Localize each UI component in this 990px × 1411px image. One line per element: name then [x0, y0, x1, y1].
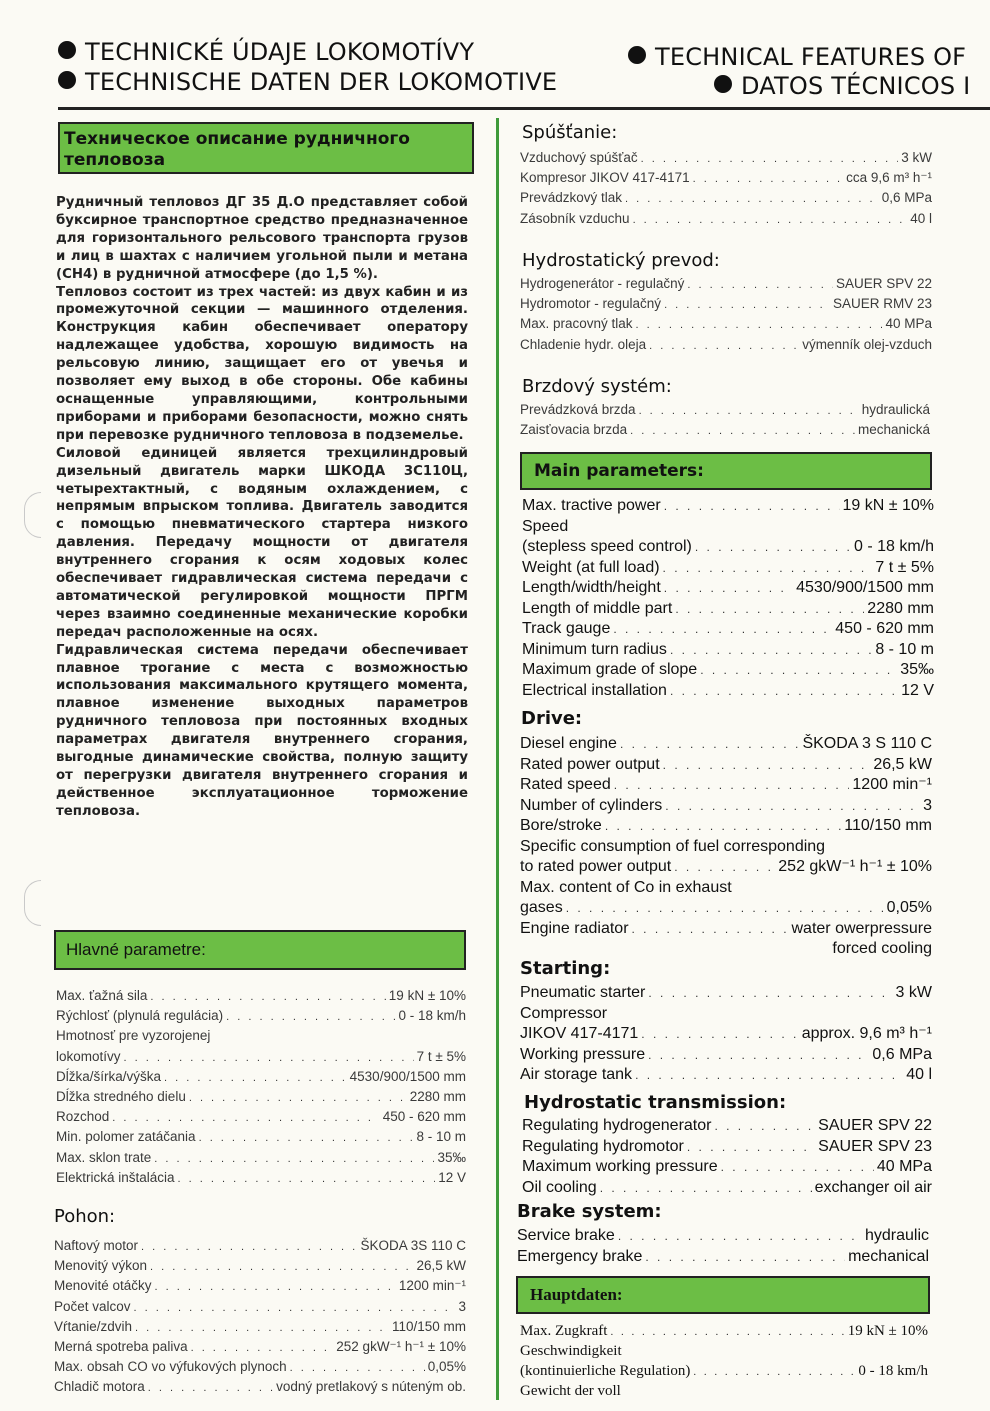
spec-row	[520, 188, 932, 208]
slovak-start-heading: Spúšťanie:	[522, 122, 618, 143]
leader-dots	[134, 1298, 456, 1318]
spec-value: 450 - 620 mm	[382, 1109, 466, 1125]
spec-value: 12 V	[438, 1169, 466, 1185]
spec-row	[56, 1168, 466, 1188]
spec-label: Weight (at full load)	[522, 558, 660, 576]
spec-row	[522, 640, 934, 661]
spec-row	[522, 1116, 932, 1137]
spec-row	[517, 1226, 929, 1247]
spec-label: Engine radiator	[520, 919, 629, 937]
slovak-start-list	[520, 148, 932, 229]
spec-row	[56, 986, 466, 1006]
spec-row	[520, 209, 932, 229]
leader-dots	[150, 987, 385, 1007]
leader-dots	[693, 1362, 855, 1382]
spec-value: hydraulic	[864, 1227, 929, 1244]
bullet-icon	[58, 71, 76, 89]
spec-row	[56, 1087, 466, 1107]
leader-dots	[633, 210, 908, 230]
spec-value: 450 - 620 mm	[835, 620, 934, 637]
spec-label: Menovitý výkon	[54, 1258, 148, 1274]
spec-row	[54, 1357, 466, 1377]
spec-row	[520, 294, 932, 314]
leader-dots	[613, 619, 832, 640]
spec-label: Pneumatic starter	[520, 984, 646, 1001]
spec-value: 7 t ± 5%	[875, 558, 934, 576]
spec-label: Minimum turn radius	[522, 640, 667, 658]
leader-dots	[687, 275, 833, 295]
spec-row	[56, 1107, 466, 1127]
spec-value: 0,05%	[427, 1359, 466, 1375]
spec-label: Diesel engine	[520, 735, 617, 752]
russian-paragraph: Гидравлическая система передачи обеспечивает плавное трогание с места с возможностью использования максимального крутящего момента, плавное изменение выходных параметров рудничного тепловоза при постоянных входных параметрах двигателя внутреннего сгорания, выгодные динамические свойства, полную защиту от перегрузки двигателя внутреннего сгорания и действенное эксплуатационное торможение тепловоза.	[56, 642, 468, 819]
spec-label: Merná spotreba paliva	[54, 1338, 188, 1354]
spec-row	[520, 816, 932, 837]
spec-value: water owerpressure	[791, 919, 932, 937]
leader-dots	[641, 149, 899, 169]
english-start-list	[520, 983, 932, 1086]
spec-value: 8 - 10 m	[416, 1129, 466, 1145]
spec-value: 3 kW	[895, 984, 932, 1001]
leader-dots	[675, 599, 864, 620]
slovak-hydro-list	[520, 274, 932, 355]
spec-label: Rýchlosť (plynulá regulácia)	[56, 1008, 224, 1024]
leader-dots	[648, 1045, 869, 1066]
spec-value: 3	[458, 1298, 466, 1314]
spec-label: Electrical installation	[522, 681, 667, 699]
spec-value: 2280 mm	[409, 1088, 466, 1104]
spec-label: Air storage tank	[520, 1066, 633, 1083]
spec-row	[54, 1276, 466, 1296]
spec-label: Elektrická inštalácia	[56, 1169, 175, 1185]
slovak-brake-heading: Brzdový systém:	[522, 376, 672, 397]
spec-label: Kompresor JIKOV 417-4171	[520, 170, 690, 186]
spec-label: lokomotívy	[56, 1048, 121, 1064]
spec-value: approx. 9,6 m³ h⁻¹	[801, 1025, 932, 1042]
leader-dots	[614, 775, 850, 796]
spec-label: Oil cooling	[522, 1178, 597, 1196]
spec-row	[522, 1178, 932, 1199]
spec-label: Maximum working pressure	[522, 1158, 718, 1175]
leader-dots	[164, 1068, 347, 1088]
leader-dots	[189, 1088, 407, 1108]
spec-value: 0,05%	[886, 899, 932, 916]
slovak-drive-heading: Pohon:	[54, 1206, 116, 1227]
spec-label: Vzduchový spúšťač	[520, 150, 638, 165]
german-main-heading: Hauptdaten:	[530, 1285, 623, 1304]
leader-dots	[700, 660, 897, 681]
spec-label: Max. sklon trate	[56, 1149, 152, 1165]
spec-label: Rated power output	[520, 755, 660, 773]
leader-dots	[714, 1116, 815, 1137]
russian-heading-box	[58, 122, 474, 174]
spec-value: 110/150 mm	[844, 817, 932, 834]
slovak-main-heading: Hlavné parametre:	[66, 940, 206, 959]
slovak-main-heading-box	[54, 930, 466, 970]
spec-row	[520, 1045, 932, 1066]
spec-label: Max. Zugkraft	[520, 1323, 608, 1339]
leader-dots	[664, 578, 793, 599]
spec-label: Emergency brake	[517, 1247, 643, 1265]
bullet-icon	[58, 41, 76, 59]
spec-value: SAUER SPV 23	[818, 1137, 932, 1155]
leader-dots	[645, 1247, 845, 1268]
spec-row	[522, 558, 934, 579]
slovak-hydro-heading: Hydrostatický prevod:	[522, 250, 720, 271]
spec-label: Hydromotor - regulačný	[520, 296, 662, 312]
spec-row	[520, 400, 930, 420]
spec-label: Regulating hydrogenerator	[522, 1117, 712, 1134]
spec-row	[520, 1361, 928, 1381]
spec-row	[54, 1256, 466, 1276]
spec-row	[520, 1065, 932, 1086]
spec-value: 0 - 18 km/h	[858, 1363, 928, 1379]
spec-value: 19 kN ± 10%	[842, 497, 934, 514]
spec-label: Speed	[522, 517, 569, 535]
leader-dots	[670, 640, 872, 661]
leader-dots	[721, 1157, 874, 1178]
header-rule	[58, 107, 990, 110]
spec-value: 40 l	[906, 1066, 932, 1083]
slovak-brake-list	[520, 400, 930, 440]
spec-value: 7 t ± 5%	[416, 1048, 466, 1064]
spec-label: JIKOV 417-4171	[520, 1025, 639, 1042]
leader-dots	[664, 496, 840, 517]
spec-row	[54, 1377, 466, 1397]
spec-row	[520, 274, 932, 294]
leader-dots	[665, 796, 920, 817]
spec-label: Prevádzková brzda	[520, 402, 636, 417]
spec-row	[520, 755, 932, 776]
leader-dots	[226, 1007, 395, 1027]
spec-label: Rated speed	[520, 776, 611, 793]
header-right-line1	[628, 43, 966, 71]
leader-dots	[178, 1169, 436, 1189]
leader-dots	[199, 1128, 414, 1148]
spec-value: 26,5 kW	[873, 755, 932, 773]
spec-label: (stepless speed control)	[522, 538, 692, 555]
slovak-drive-list	[54, 1236, 466, 1398]
leader-dots	[687, 1137, 815, 1158]
spec-label: Zaisťovacia brzda	[520, 422, 628, 438]
spec-value: 1200 min⁻¹	[852, 776, 932, 793]
english-main-list	[522, 496, 934, 701]
spec-label: Gewicht der voll	[520, 1383, 621, 1399]
english-hydro-heading: Hydrostatic transmission:	[524, 1092, 787, 1113]
binding-hole-mark	[24, 492, 41, 538]
spec-value: 0 - 18 km/h	[398, 1008, 466, 1024]
german-main-heading-box	[516, 1276, 930, 1314]
spec-label: Menovité otáčky	[54, 1278, 152, 1294]
spec-value: SAUER SPV 22	[818, 1117, 932, 1134]
leader-dots	[600, 1178, 812, 1199]
spec-value: 1200 min⁻¹	[398, 1278, 466, 1294]
leader-dots	[641, 1024, 798, 1045]
spec-value: ŠKODA 3 S 110 C	[802, 735, 932, 752]
leader-dots	[649, 336, 799, 356]
spec-row	[520, 1321, 928, 1341]
spec-row	[56, 1148, 466, 1168]
spec-label: Max. content of Co in exhaust	[520, 878, 732, 896]
spec-value: ŠKODA 3S 110 C	[360, 1238, 466, 1253]
slovak-main-list	[56, 986, 466, 1188]
spec-label: Maximum grade of slope	[522, 661, 698, 678]
spec-label: Max. tractive power	[522, 497, 661, 514]
spec-value: 26,5 kW	[416, 1258, 466, 1274]
spec-label: Min. polomer zatáčania	[56, 1129, 196, 1145]
leader-dots	[566, 898, 884, 919]
header-right-line2-text: DATOS TÉCNICOS I	[741, 72, 971, 100]
english-drive-list	[520, 734, 932, 960]
page-header	[58, 38, 990, 108]
russian-paragraph: Силовой единицей является трехцилиндровый дизельный двигатель марки ШКОДА 3С110Ц, четырехтактный, с водяным охлаждением, с непрямым впрыском топлива. Двигатель заводится с помощью пневматического стартера низкого давления. Передачу мощности от двигателя внутреннего сгорания к осям ходовых колес обеспечивает гидравлическая система передачи с автоматической регулировкой мощности ПРГМ через взаимно соединенные механические коробки передач расположенные на осях.	[56, 445, 468, 640]
leader-dots	[135, 1318, 389, 1338]
spec-row	[522, 1137, 932, 1158]
russian-description	[56, 194, 468, 821]
spec-row	[56, 1067, 466, 1087]
header-left-line2-text: TECHNISCHE DATEN DER LOKOMOTIVE	[85, 68, 558, 96]
spec-row	[520, 857, 932, 878]
spec-row	[522, 599, 934, 620]
leader-dots	[148, 1378, 273, 1398]
spec-label: to rated power output	[520, 858, 672, 875]
leader-dots	[630, 421, 855, 441]
leader-dots	[632, 919, 789, 940]
spec-value: 4530/900/1500 mm	[349, 1068, 466, 1084]
spec-label: Specific consumption of fuel corresponding	[520, 837, 826, 855]
spec-label: Geschwindigkeit	[520, 1343, 622, 1359]
leader-dots	[620, 734, 800, 755]
header-left-line1-text: TECHNICKÉ ÚDAJE LOKOMOTÍVY	[85, 38, 475, 66]
leader-dots	[695, 537, 851, 558]
leader-dots	[636, 315, 883, 335]
spec-value: výmenník olej-vzduch	[802, 336, 932, 352]
spec-value: 252 gkW⁻¹ h⁻¹ ± 10%	[336, 1338, 466, 1354]
spec-value: 12 V	[901, 681, 934, 699]
spec-value: 3 kW	[901, 150, 932, 165]
bullet-icon	[628, 46, 646, 64]
leader-dots	[674, 857, 775, 878]
spec-value: 2280 mm	[867, 599, 934, 617]
spec-value: mechanická	[857, 422, 930, 438]
spec-row	[520, 314, 932, 334]
spec-label: Dĺžka stredného dielu	[56, 1088, 186, 1104]
spec-row	[54, 1297, 466, 1317]
leader-dots	[618, 1226, 862, 1247]
spec-label: Dĺžka/šírka/výška	[56, 1068, 162, 1084]
leader-dots	[112, 1108, 379, 1128]
spec-value: 8 - 10 m	[875, 640, 934, 658]
russian-paragraph: Рудничный тепловоз ДГ 35 Д.О представляет собой буксирное транспортное средство предназначенное для горизонтального рельсового транспорта грузов и лиц в шахтах с наличием угольной пыли и метана (CH4) в рудничной атмосфере (до 1,5 %).	[56, 195, 468, 282]
spec-value: 40 MPa	[885, 316, 932, 332]
spec-value: 3	[923, 796, 932, 814]
header-left-line2	[58, 68, 557, 96]
leader-dots	[639, 401, 859, 421]
english-main-heading: Main parameters:	[534, 461, 704, 481]
spec-label: Počet valcov	[54, 1298, 131, 1314]
spec-label: (kontinuierliche Regulation)	[520, 1363, 691, 1379]
spec-value: mechanical	[848, 1247, 929, 1265]
english-brake-list	[517, 1226, 929, 1267]
spec-label: Compressor	[520, 1004, 608, 1022]
leader-dots	[141, 1237, 357, 1257]
spec-row	[520, 420, 930, 440]
spec-value: 19 kN ± 10%	[847, 1323, 928, 1339]
spec-label: Track gauge	[522, 620, 611, 637]
spec-value: cca 9,6 m³ h⁻¹	[846, 170, 932, 186]
russian-heading-line2: тепловоза	[64, 150, 166, 170]
spec-row	[522, 681, 934, 702]
leader-dots	[154, 1149, 434, 1169]
spec-label: Regulating hydromotor	[522, 1137, 684, 1155]
english-drive-heading: Drive:	[521, 708, 583, 729]
leader-dots	[670, 681, 898, 702]
spec-row	[522, 619, 934, 640]
spec-row	[520, 168, 932, 188]
spec-value: SAUER RMV 23	[832, 296, 932, 312]
spec-row	[520, 775, 932, 796]
spec-value: SAUER SPV 22	[835, 276, 932, 291]
leader-dots	[664, 295, 830, 315]
spec-label: gases	[520, 899, 563, 916]
spec-row	[54, 1317, 466, 1337]
spec-value: exchanger oil air	[814, 1178, 932, 1196]
leader-dots	[648, 983, 892, 1004]
header-right-line2	[714, 72, 970, 100]
spec-row	[520, 734, 932, 755]
english-hydro-list	[522, 1116, 932, 1198]
leader-dots	[290, 1358, 425, 1378]
leader-dots	[155, 1277, 396, 1297]
russian-paragraph: Тепловоз состоит из трех частей: из двух кабин и из промежуточной секции — машинного отделения. Конструкция кабин обеспечивает оператору надлежащее удобства, хорошую видимость на рельсовую линию, защищает его от увечья и позволяет ему выход в обе стороны. Обе кабины оснащенные управляющими, контрольными приборами и приборами безопасности, можно снять при перевозке рудничного тепловоза в подземелье.	[56, 284, 468, 443]
spec-value: 40 MPa	[876, 1158, 932, 1175]
spec-label: Vŕtanie/zdvih	[54, 1318, 133, 1334]
spec-value: 0,6 MPa	[881, 190, 932, 206]
german-main-list	[520, 1321, 928, 1401]
spec-label: Number of cylinders	[520, 796, 663, 814]
spec-row	[54, 1337, 466, 1357]
spec-value: 40 l	[910, 210, 932, 226]
spec-value: 19 kN ± 10%	[388, 988, 466, 1003]
spec-row	[522, 496, 934, 517]
bullet-icon	[714, 75, 732, 93]
spec-label: Service brake	[517, 1227, 615, 1244]
spec-row	[522, 578, 934, 599]
spec-row	[56, 1006, 466, 1026]
leader-dots	[610, 1322, 844, 1342]
spec-label: Prevádzkový tlak	[520, 190, 623, 206]
spec-label: Chladič motora	[54, 1379, 145, 1395]
spec-label: Length of middle part	[522, 599, 673, 617]
spec-label: Bore/stroke	[520, 817, 602, 834]
english-start-heading: Starting:	[520, 958, 611, 979]
spec-value: 4530/900/1500 mm	[796, 579, 934, 596]
leader-dots	[635, 1065, 903, 1086]
spec-value: 0 - 18 km/h	[853, 538, 934, 555]
spec-label: Chladenie hydr. oleja	[520, 336, 647, 352]
header-left-line1	[58, 38, 474, 66]
spec-row	[54, 1236, 466, 1256]
spec-value: 252 gkW⁻¹ h⁻¹ ± 10%	[778, 858, 932, 875]
spec-row	[520, 1024, 932, 1045]
spec-row	[520, 919, 932, 940]
spec-label: Max. pracovný tlak	[520, 316, 633, 332]
spec-row	[520, 148, 932, 168]
column-divider	[496, 118, 499, 1400]
leader-dots	[663, 558, 873, 579]
spec-value: 0,6 MPa	[872, 1045, 932, 1063]
leader-dots	[663, 755, 871, 776]
leader-dots	[191, 1338, 334, 1358]
spec-label: Hmotnosť pre vyzorojenej	[56, 1028, 211, 1044]
spec-value: vodný pretlakový s núteným ob.	[276, 1379, 466, 1395]
spec-value: forced cooling	[832, 940, 932, 957]
spec-label: Naftový motor	[54, 1238, 139, 1253]
spec-row	[522, 537, 934, 558]
spec-value: 110/150 mm	[391, 1318, 466, 1334]
header-right-line1-text: TECHNICAL FEATURES OF	[655, 43, 967, 71]
spec-row	[56, 1047, 466, 1067]
spec-row	[522, 660, 934, 681]
binding-hole-mark	[24, 880, 41, 926]
spec-label: Zásobník vzduchu	[520, 210, 630, 226]
leader-dots	[625, 189, 879, 209]
leader-dots	[124, 1048, 414, 1068]
leader-dots	[150, 1257, 413, 1277]
spec-label: Max. ťažná sila	[56, 988, 148, 1003]
spec-label: Length/width/height	[522, 579, 661, 596]
spec-row	[520, 335, 932, 355]
spec-label: Hydrogenerátor - regulačný	[520, 276, 685, 291]
russian-heading-line1: Техническое описание рудничного	[64, 129, 410, 149]
english-brake-heading: Brake system:	[517, 1201, 662, 1222]
spec-row	[517, 1247, 929, 1268]
spec-row	[522, 1157, 932, 1178]
spec-value: hydraulická	[861, 402, 930, 417]
spec-label: Rozchod	[56, 1109, 110, 1125]
spec-value: 35‰	[437, 1149, 466, 1165]
spec-row	[56, 1127, 466, 1147]
spec-value: 35‰	[900, 661, 934, 678]
spec-label: Max. obsah CO vo výfukových plynoch	[54, 1359, 287, 1375]
english-main-heading-box	[520, 452, 932, 490]
leader-dots	[605, 816, 841, 837]
leader-dots	[693, 169, 844, 189]
spec-label: Working pressure	[520, 1045, 646, 1063]
spec-row	[520, 898, 932, 919]
spec-row	[520, 983, 932, 1004]
spec-row	[520, 796, 932, 817]
